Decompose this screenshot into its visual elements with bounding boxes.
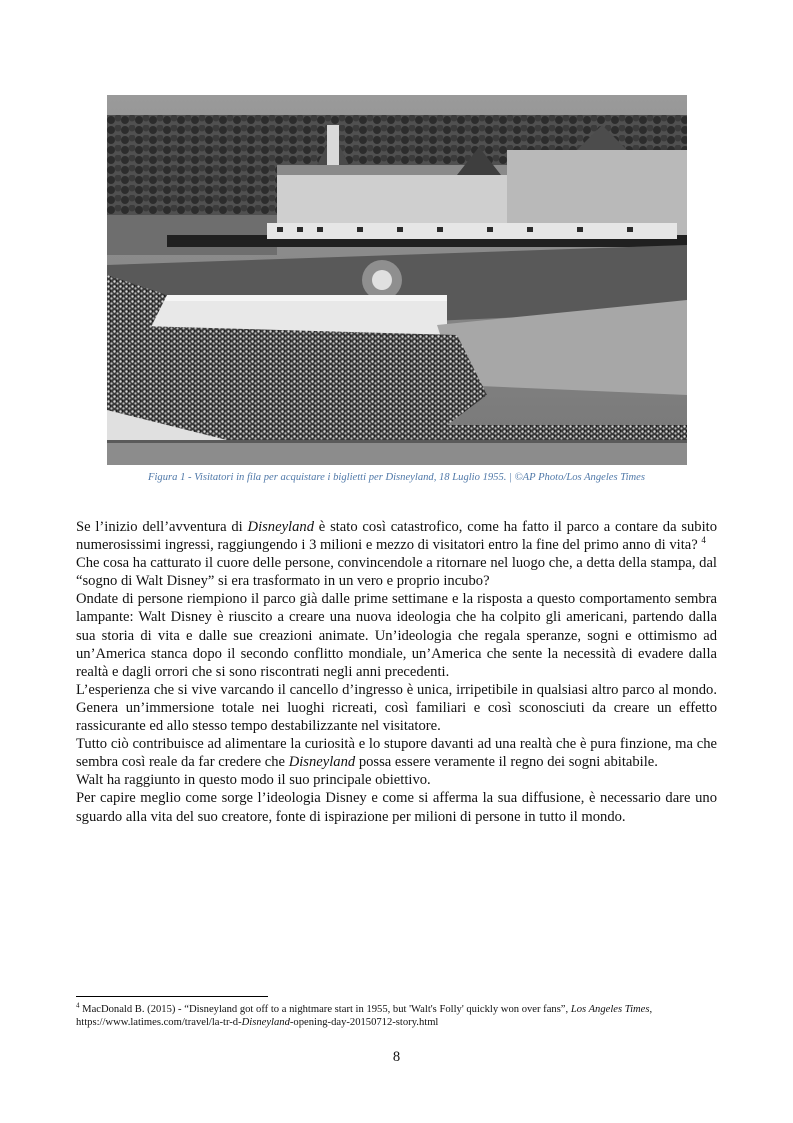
- paragraph-2: Che cosa ha catturato il cuore delle persone, convincendole a ritornare nel luogo che, a detta della stampa, dal “sogno di Walt Disney” si era trasformato in un vero e proprio incubo?: [76, 555, 717, 590]
- paragraph-1: Se l’inizio dell’avventura di Disneyland è stato così catastrofico, come ha fatto il parco a contare da subito numerosissimi ingressi, raggiungendo i 3 milioni e mezzo di visitatori entro la fine del primo anno di vita? $^4$: [76, 519, 718, 554]
- paragraph-7: Per capire meglio come sorge l’ideologia Disney e come si afferma la sua diffusione, è necessario dare uno sguardo alla vita del suo creatore, fonte di ispirazione per milioni di persone in tutto il mondo.: [76, 790, 717, 825]
- footnote: $^4$ MacDonald B. (2015) - “Disneyland got off to a nightmare start in 1955, but 'Walt's Folly' quickly won over fans”, Los Angeles Times, https://www.latimes.com/travel/la-tr-d-Disneyland-opening-day-20150712-story.html: [76, 1001, 653, 1028]
- footnote-reference[interactable]: 4: [701, 535, 706, 546]
- body-text: [76, 518, 717, 826]
- footnote-url[interactable]: , https://www.latimes.com/travel/la-tr-d-Disneyland-opening-day-20150712-story.html: [76, 1004, 653, 1028]
- footnote-number: 4: [76, 1001, 80, 1010]
- paragraph-4: L’esperienza che si vive varcando il cancello d’ingresso è unica, irripetibile in qualsiasi altro parco al mondo. Genera un’immersione totale nei luoghi ricreati, così familiari e così sconosciuti da creare un effetto rassicurante ed allo stesso tempo destabilizzante nel visitatore.: [76, 681, 717, 735]
- page-number: 8: [392, 1049, 401, 1065]
- historic-disneyland-crowd-photo: [107, 95, 687, 465]
- figure-caption: Figura 1 - Visitatori in fila per acquistare i biglietti per Disneyland, 18 Luglio 1955. | ©AP Photo/Los Angeles Times: [148, 472, 645, 483]
- paragraph-6: Walt ha raggiunto in questo modo il suo principale obiettivo.: [76, 772, 431, 789]
- footnote-divider: [76, 996, 268, 997]
- paragraph-3: Ondate di persone riempiono il parco già dalle prime settimane e la risposta a questo comportamento sembra lampante: Walt Disney è riuscito a creare una nuova ideologia che ha colpito gli americani, partendo dalla sua storia di vita e dalle sue creazioni animate. Un’ideologia che regala speranze, sogni e ottimismo ad un’America stanca dopo il secondo conflitto mondiale, un’America che sente la necessità di evadere dalla realtà e dagli orrori che si sono riscontrati negli anni precedenti.: [76, 591, 717, 680]
- paragraph-5: Tutto ciò contribuisce ad alimentare la curiosità e lo stupore davanti ad una realtà che è pura finzione, ma che sembra così reale da far credere che Disneyland possa essere veramente il regno dei sogni abitabile.: [76, 736, 717, 771]
